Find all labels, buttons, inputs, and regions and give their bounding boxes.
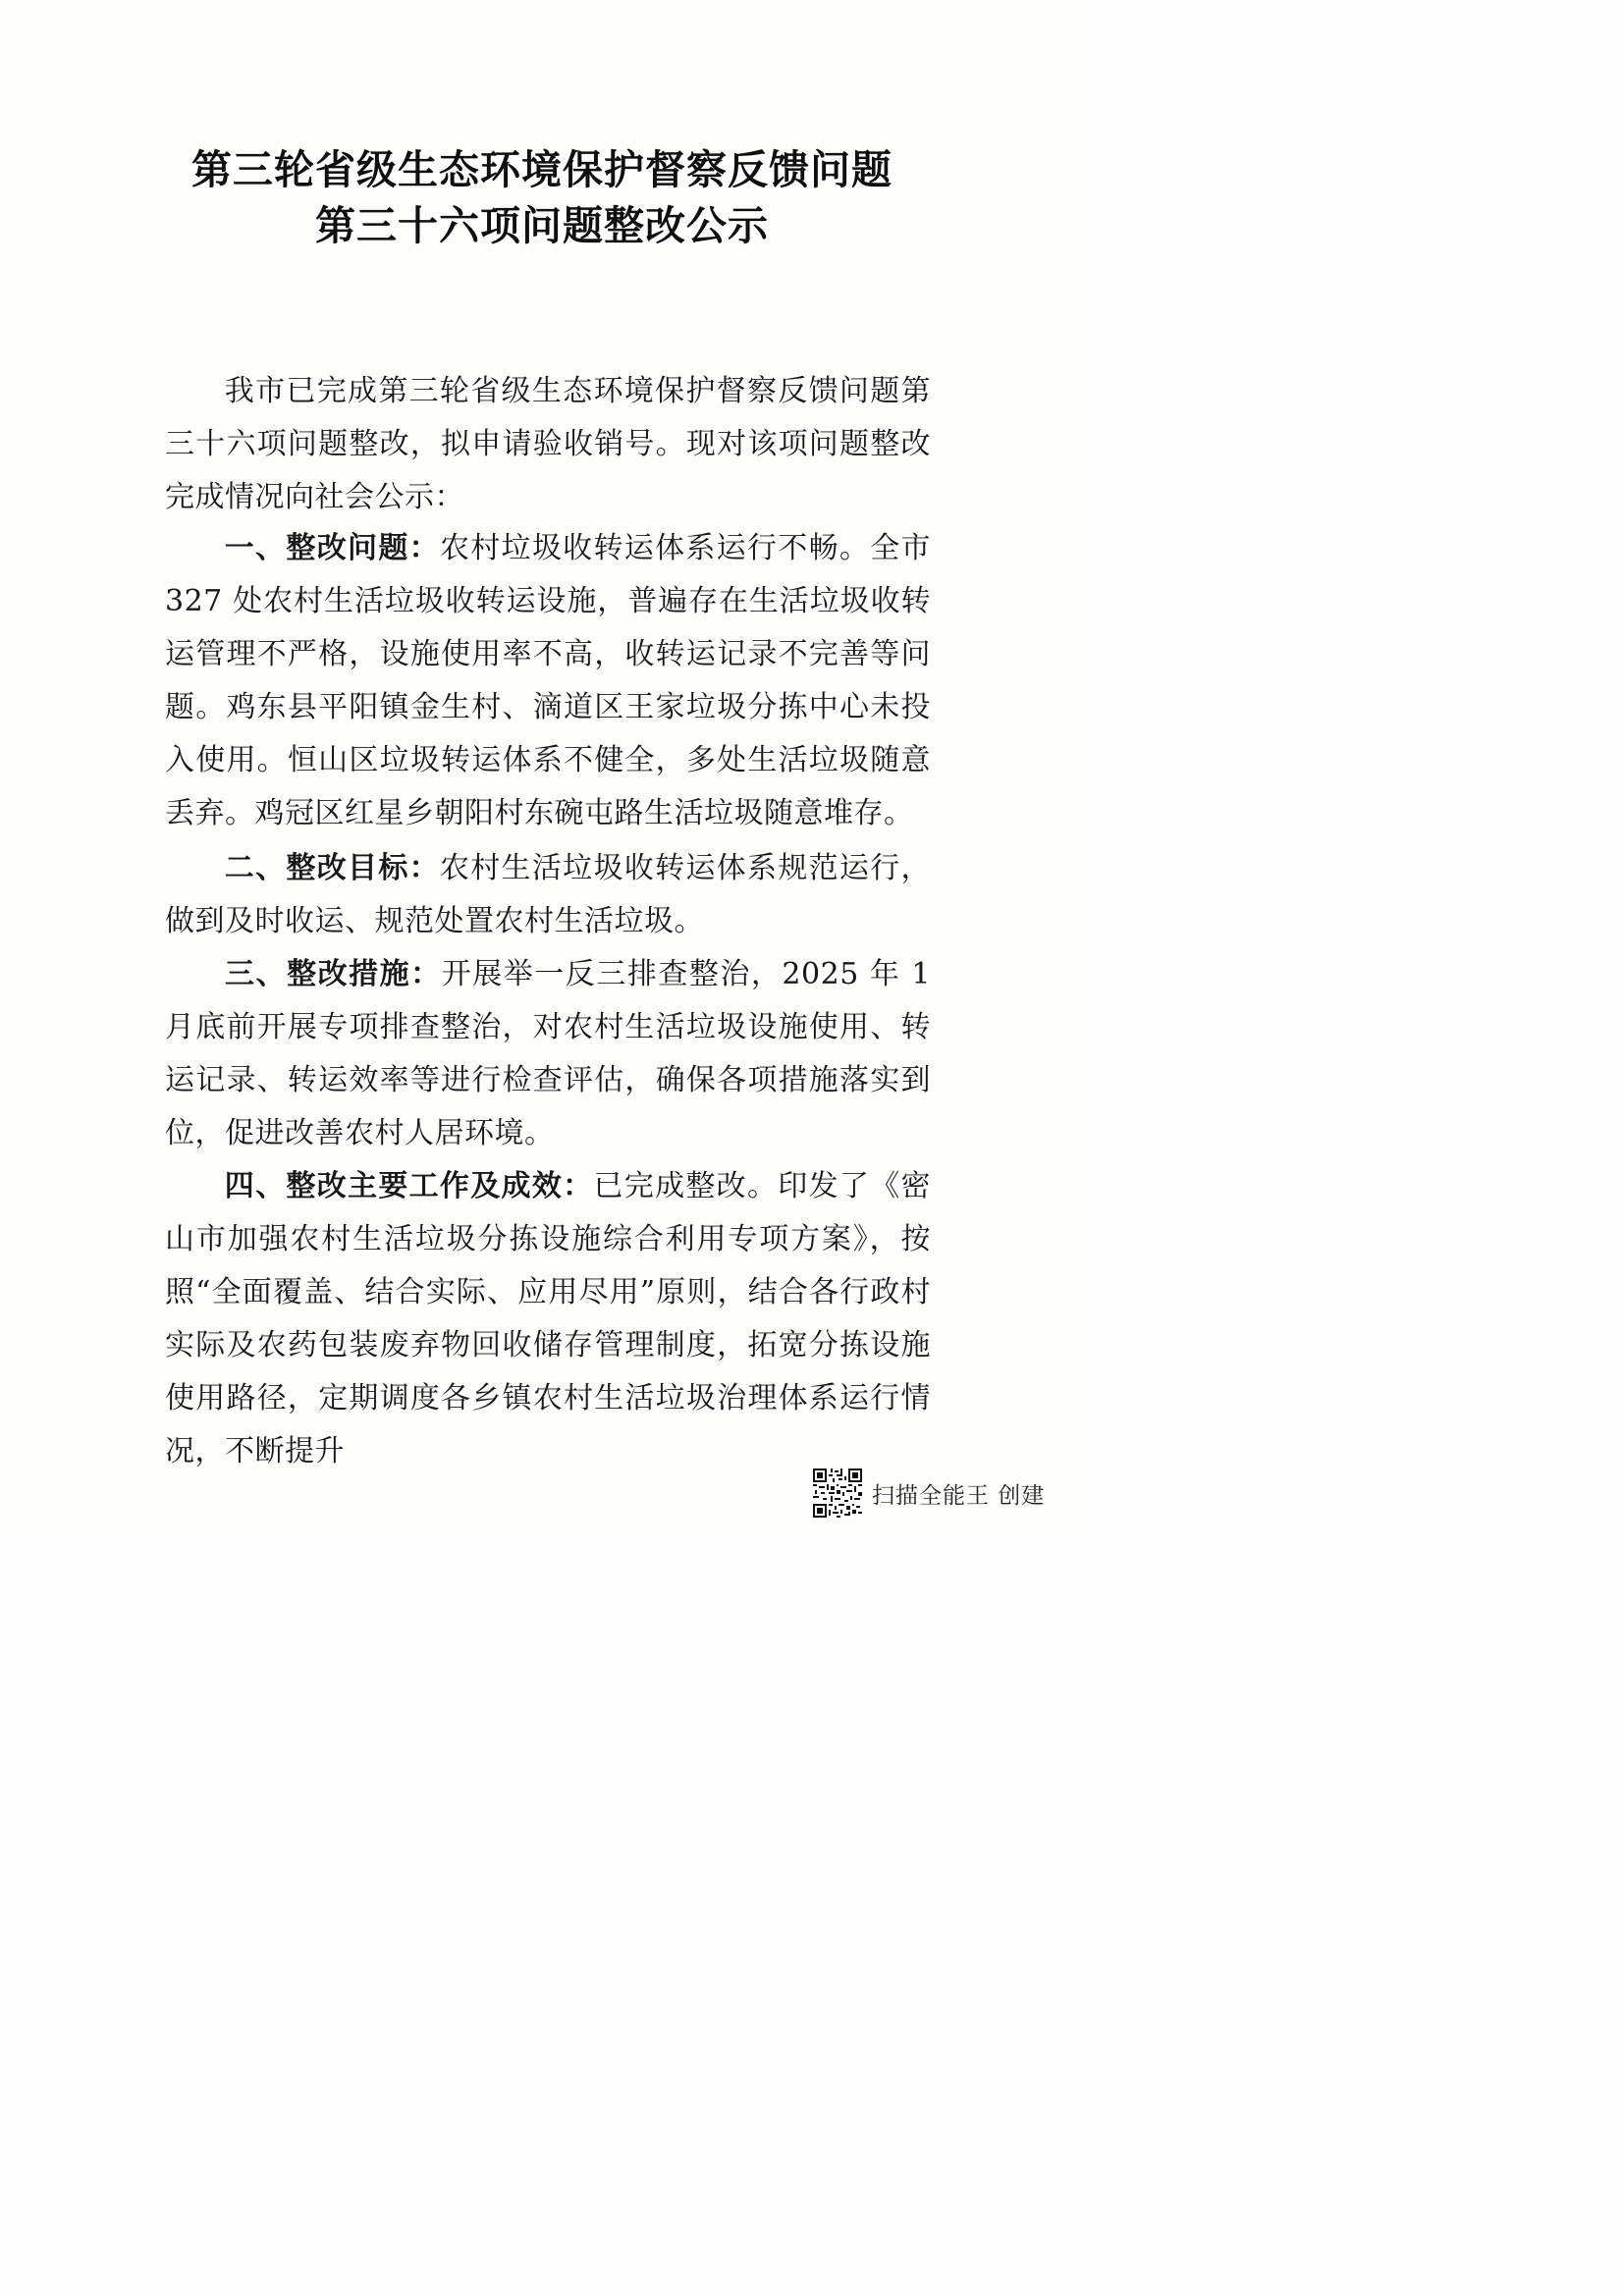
scanner-watermark [813,1467,1045,1520]
section-4-body: 已完成整改。印发了《密山市加强农村生活垃圾分拣设施综合利用专项方案》，按照“全面覆盖、结合实际、应用尽用”原则，结合各行政村实际及农药包装废弃物回收储存管理制度，拓宽分拣设施使用路径，定期调度各乡镇农村生活垃圾治理体系运行情况，不断提升 [165,1169,932,1468]
intro-paragraph [165,365,931,524]
document-title-line-1: 第三轮省级生态环境保护督察反馈问题 [191,146,893,193]
section-3-body: 开展举一反三排查整治，2025 年 1 月底前开展专项排查整治，对农村生活垃圾设施使用、转运记录、转运效率等进行检查评估，确保各项措施落实到位，促进改善农村人居环境。 [165,957,932,1150]
section-3-heading: 三、整改措施： [224,957,442,991]
section-2-body: 农村生活垃圾收转运体系规范运行，做到及时收运、规范处置农村生活垃圾。 [165,851,932,938]
document-page [0,0,1084,1537]
section-4-heading: 四、整改主要工作及成效： [224,1169,594,1203]
document-title-line-2: 第三十六项问题整改公示 [315,202,769,249]
watermark-text: 扫描全能王 创建 [872,1482,1046,1509]
section-2-paragraph [165,842,931,948]
section-1-heading: 一、整改问题： [224,531,440,565]
section-1-paragraph [165,522,931,840]
section-3-paragraph [165,948,931,1160]
section-4-paragraph [165,1160,931,1478]
intro-text: 我市已完成第三轮省级生态环境保护督察反馈问题第三十六项问题整改，拟申请验收销号。现对该项问题整改完成情况向社会公示： [165,374,931,514]
section-1-body: 农村垃圾收转运体系运行不畅。全市 327 处农村生活垃圾收转运设施，普遍存在生活垃圾收转运管理不严格，设施使用率不高，收转运记录不完善等问题。鸡东县平阳镇金生村、滴道区王家垃圾分拣中心未投入使用。恒山区垃圾转运体系不健全，多处生活垃圾随意丢弃。鸡冠区红星乡朝阳村东碗屯路生活垃圾随意堆存。 [165,531,932,830]
section-2-heading: 二、整改目标： [224,851,440,885]
qr-code-icon [813,1468,862,1518]
